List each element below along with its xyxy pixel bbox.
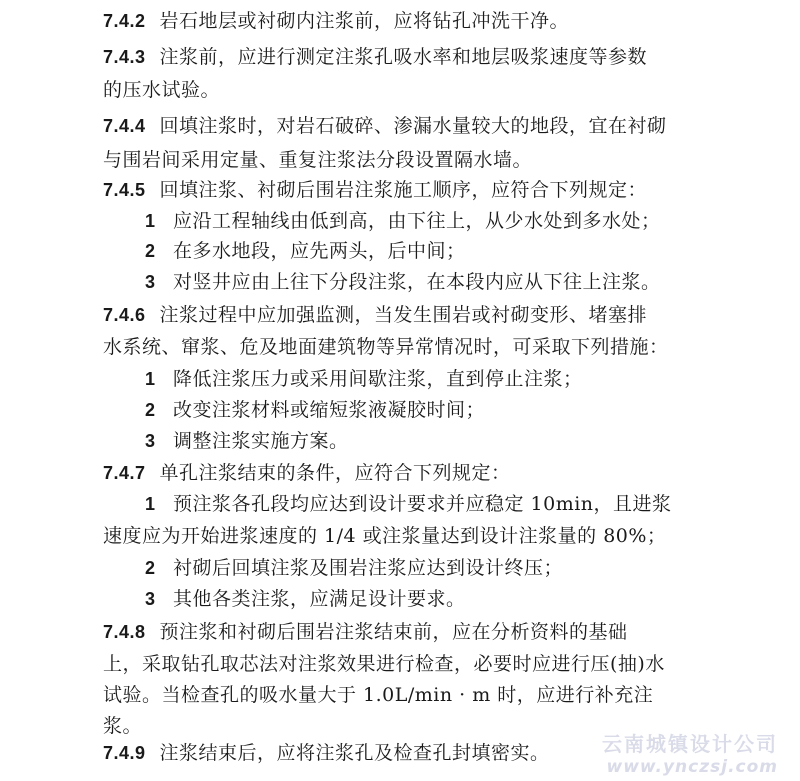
- clause-text: 上，采取钻孔取芯法对注浆效果进行检查，必要时应进行压(抽)水: [103, 653, 665, 675]
- item-text: 速度应为开始进浆速度的 1/4 或注浆量达到设计注浆量的 80%；: [103, 525, 667, 547]
- item-text: 其他各类注浆，应满足设计要求。: [173, 588, 466, 610]
- watermark-company-name: 云南城镇设计公司: [602, 732, 778, 756]
- clause-7-4-4-line-2: [103, 149, 532, 171]
- item-number: 1: [145, 494, 156, 514]
- item-text: 在多水地段，应先两头，后中间；: [173, 240, 466, 262]
- clause-7-4-6-item-3: [145, 430, 349, 452]
- clause-number: 7.4.9: [103, 743, 146, 763]
- clause-7-4-5-item-1: [145, 210, 661, 232]
- clause-number: 7.4.5: [103, 180, 146, 200]
- clause-text: 回填注浆、衬砌后围岩注浆施工顺序，应符合下列规定：: [159, 179, 648, 201]
- clause-number: 7.4.8: [103, 622, 146, 642]
- watermark-url: www.ynczsj.com: [606, 757, 778, 777]
- item-text: 调整注浆实施方案。: [173, 430, 349, 452]
- clause-7-4-3-line-2: [103, 79, 220, 101]
- clause-7-4-8-line-3: [103, 684, 653, 706]
- item-number: 2: [145, 241, 156, 261]
- item-text: 降低注浆压力或采用间歇注浆，直到停止注浆；: [173, 368, 583, 390]
- clause-7-4-7-item-1-line-2: [103, 525, 666, 547]
- item-number: 2: [145, 400, 156, 420]
- clause-7-4-3-line-1: [103, 46, 647, 68]
- clause-7-4-8-line-4: [103, 715, 142, 737]
- clause-text: 注浆结束后，应将注浆孔及检查孔封填密实。: [159, 742, 550, 764]
- clause-text: 单孔注浆结束的条件，应符合下列规定：: [159, 462, 511, 484]
- clause-number: 7.4.4: [103, 116, 146, 136]
- item-text: 衬砌后回填注浆及围岩注浆应达到设计终压；: [173, 557, 564, 579]
- clause-7-4-9-line-1: [103, 742, 550, 764]
- clause-7-4-7-item-1-line-1: [145, 493, 672, 515]
- clause-text: 岩石地层或衬砌内注浆前，应将钻孔冲洗干净。: [159, 10, 570, 32]
- clause-7-4-8-line-2: [103, 653, 665, 675]
- item-text: 预注浆各孔段均应达到设计要求并应稳定 10min，且进浆: [173, 493, 672, 515]
- item-number: 3: [145, 589, 156, 609]
- item-text: 应沿工程轴线由低到高，由下往上，从少水处到多水处；: [173, 210, 661, 232]
- clause-7-4-7-item-3: [145, 588, 466, 610]
- clause-7-4-5-item-3: [145, 271, 661, 293]
- clause-7-4-5-item-2: [145, 240, 466, 262]
- clause-number: 7.4.3: [103, 47, 146, 67]
- clause-7-4-8-line-1: [103, 621, 628, 643]
- clause-text: 试验。当检查孔的吸水量大于 1.0L/min · m 时，应进行补充注: [103, 684, 654, 706]
- clause-7-4-6-line-1: [103, 304, 647, 326]
- clause-text: 注浆过程中应加强监测，当发生围岩或衬砌变形、堵塞排: [159, 304, 648, 326]
- clause-7-4-2-line-1: [103, 10, 569, 32]
- clause-number: 7.4.2: [103, 11, 146, 31]
- clause-7-4-6-line-2: [103, 336, 669, 358]
- clause-text: 与围岩间采用定量、重复注浆法分段设置隔水墙。: [103, 149, 533, 171]
- clause-text: 回填注浆时，对岩石破碎、渗漏水量较大的地段，宜在衬砌: [159, 115, 667, 137]
- clause-text: 浆。: [103, 715, 143, 737]
- clause-7-4-5-line-1: [103, 179, 647, 201]
- clause-7-4-6-item-1: [145, 368, 583, 390]
- item-number: 2: [145, 558, 156, 578]
- item-text: 对竖井应由上往下分段注浆，在本段内应从下往上注浆。: [173, 271, 661, 293]
- clause-7-4-6-item-2: [145, 399, 485, 421]
- clause-text: 注浆前，应进行测定注浆孔吸水率和地层吸浆速度等参数: [159, 46, 648, 68]
- clause-text: 的压水试验。: [103, 79, 221, 101]
- clause-number: 7.4.7: [103, 463, 146, 483]
- item-number: 3: [145, 431, 156, 451]
- item-number: 1: [145, 211, 156, 231]
- clause-text: 预注浆和衬砌后围岩注浆结束前，应在分析资料的基础: [159, 621, 628, 643]
- item-number: 3: [145, 272, 156, 292]
- clause-7-4-7-item-2: [145, 557, 563, 579]
- clause-text: 水系统、窜浆、危及地面建筑物等异常情况时，可采取下列措施：: [103, 336, 669, 358]
- clause-7-4-7-line-1: [103, 462, 511, 484]
- clause-number: 7.4.6: [103, 305, 146, 325]
- item-number: 1: [145, 369, 156, 389]
- item-text: 改变注浆材料或缩短浆液凝胶时间；: [173, 399, 486, 421]
- clause-7-4-4-line-1: [103, 115, 667, 137]
